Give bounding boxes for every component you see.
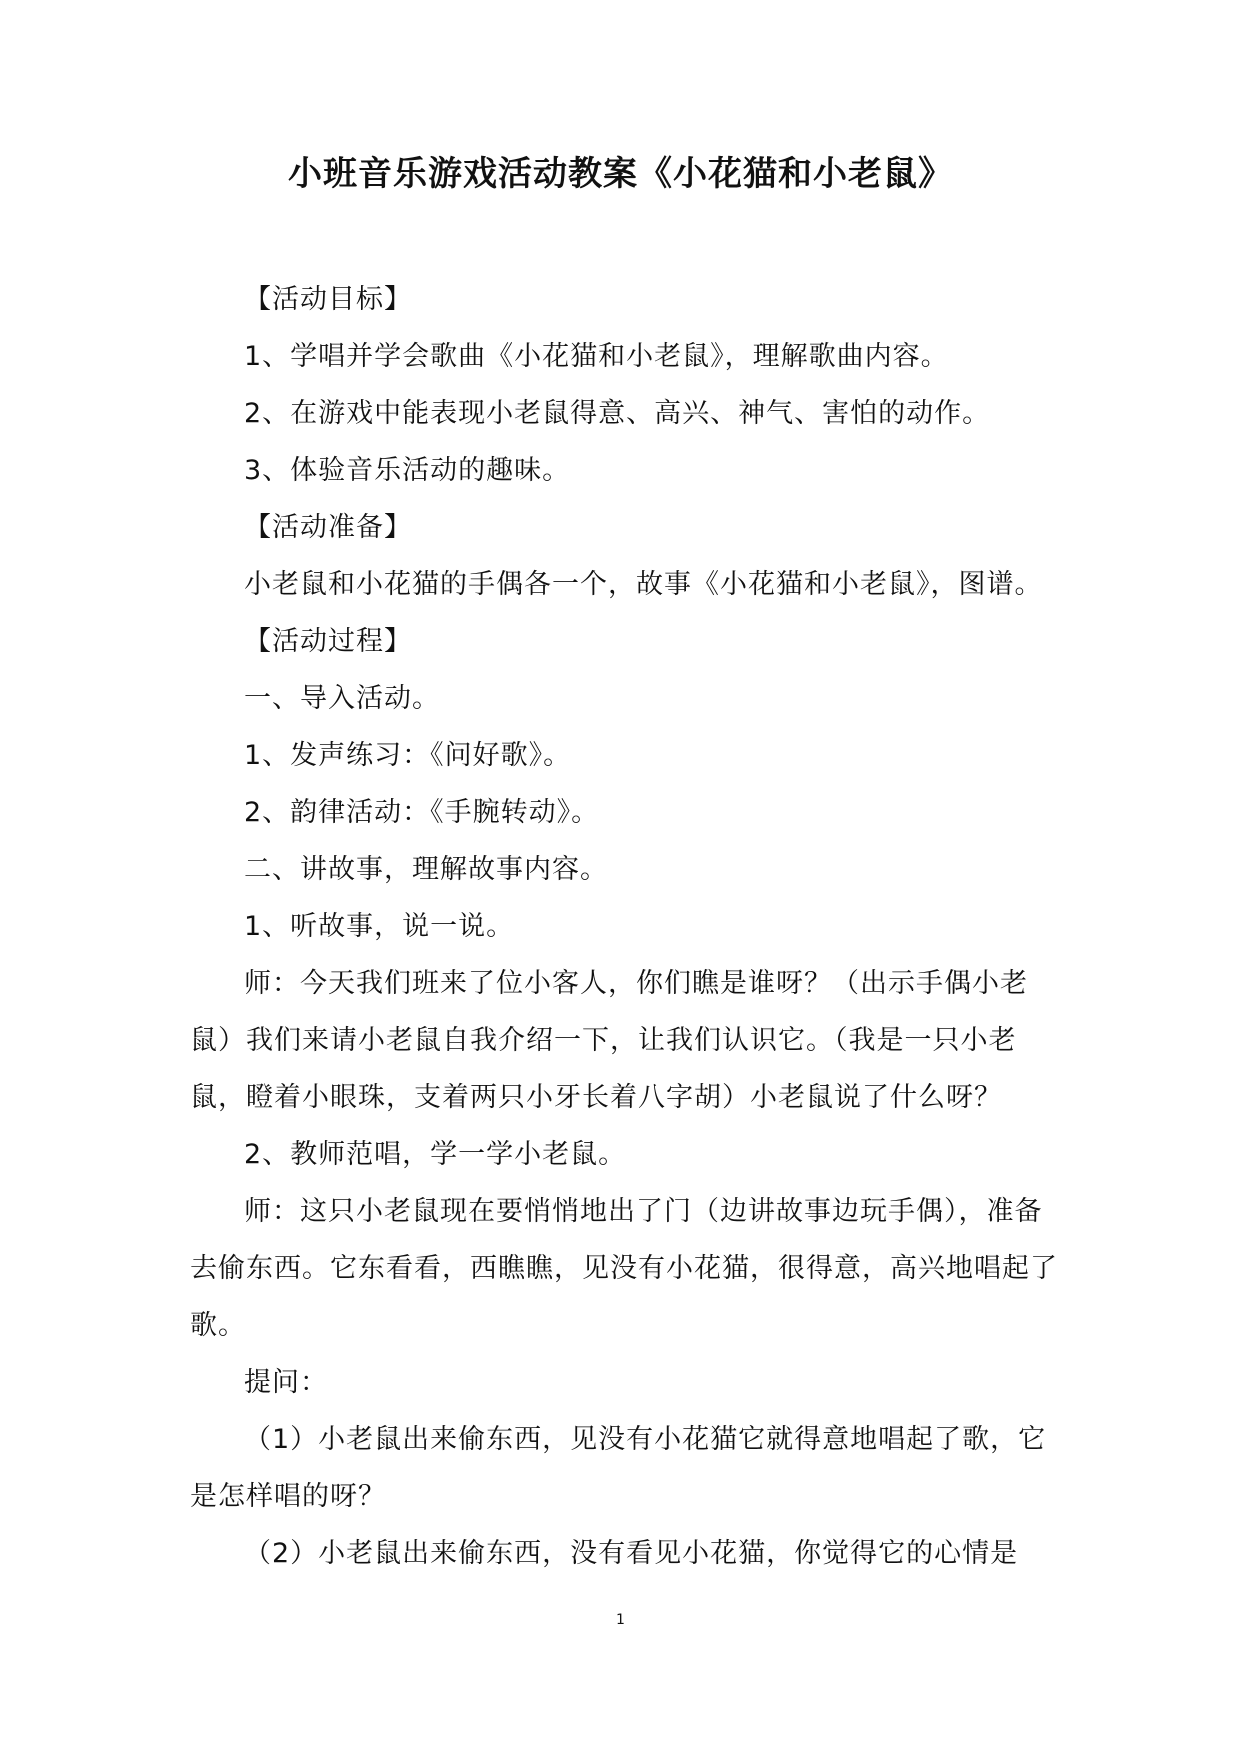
process-substep-2-1: 1、听故事，说一说。 [244, 911, 515, 942]
section-heading-process: 【活动过程】 [244, 626, 412, 657]
document-title: 小班音乐游戏活动教案《小花猫和小老鼠》 [288, 154, 953, 194]
question-1: （1）小老鼠出来偷东西，见没有小花猫它就得意地唱起了歌，它是怎样唱的呀？ [190, 1424, 1047, 1512]
section-heading-preparation: 【活动准备】 [244, 512, 412, 543]
document-body [190, 271, 1060, 1582]
teacher-dialogue-2: 师：这只小老鼠现在要悄悄地出了门（边讲故事边玩手偶），准备去偷东西。它东看看，西瞧瞧，见没有小花猫，很得意，高兴地唱起了歌。 [190, 1196, 1058, 1341]
preparation-text: 小老鼠和小花猫的手偶各一个，故事《小花猫和小老鼠》，图谱。 [244, 569, 1043, 600]
process-substep-2-2: 2、教师范唱，学一学小老鼠。 [244, 1139, 627, 1170]
question-heading: 提问： [244, 1367, 328, 1398]
process-step-2: 二、讲故事，理解故事内容。 [244, 854, 608, 885]
question-2: （2）小老鼠出来偷东西，没有看见小花猫，你觉得它的心情是 [244, 1538, 1019, 1569]
section-heading-goals: 【活动目标】 [244, 284, 412, 315]
goal-item-2: 2、在游戏中能表现小老鼠得意、高兴、神气、害怕的动作。 [244, 398, 991, 429]
process-step-1: 一、导入活动。 [244, 683, 440, 714]
process-substep-1-2: 2、韵律活动：《手腕转动》。 [244, 797, 600, 828]
teacher-dialogue-1: 师：今天我们班来了位小客人，你们瞧是谁呀？（出示手偶小老鼠）我们来请小老鼠自我介绍一下，让我们认识它。（我是一只小老鼠，瞪着小眼珠，支着两只小牙长着八字胡）小老鼠说了什么呀？ [190, 968, 1028, 1113]
page-number: 1 [616, 1612, 625, 1628]
process-substep-1-1: 1、发声练习：《问好歌》。 [244, 740, 572, 771]
goal-item-1: 1、学唱并学会歌曲《小花猫和小老鼠》，理解歌曲内容。 [244, 341, 949, 372]
goal-item-3: 3、体验音乐活动的趣味。 [244, 455, 571, 486]
